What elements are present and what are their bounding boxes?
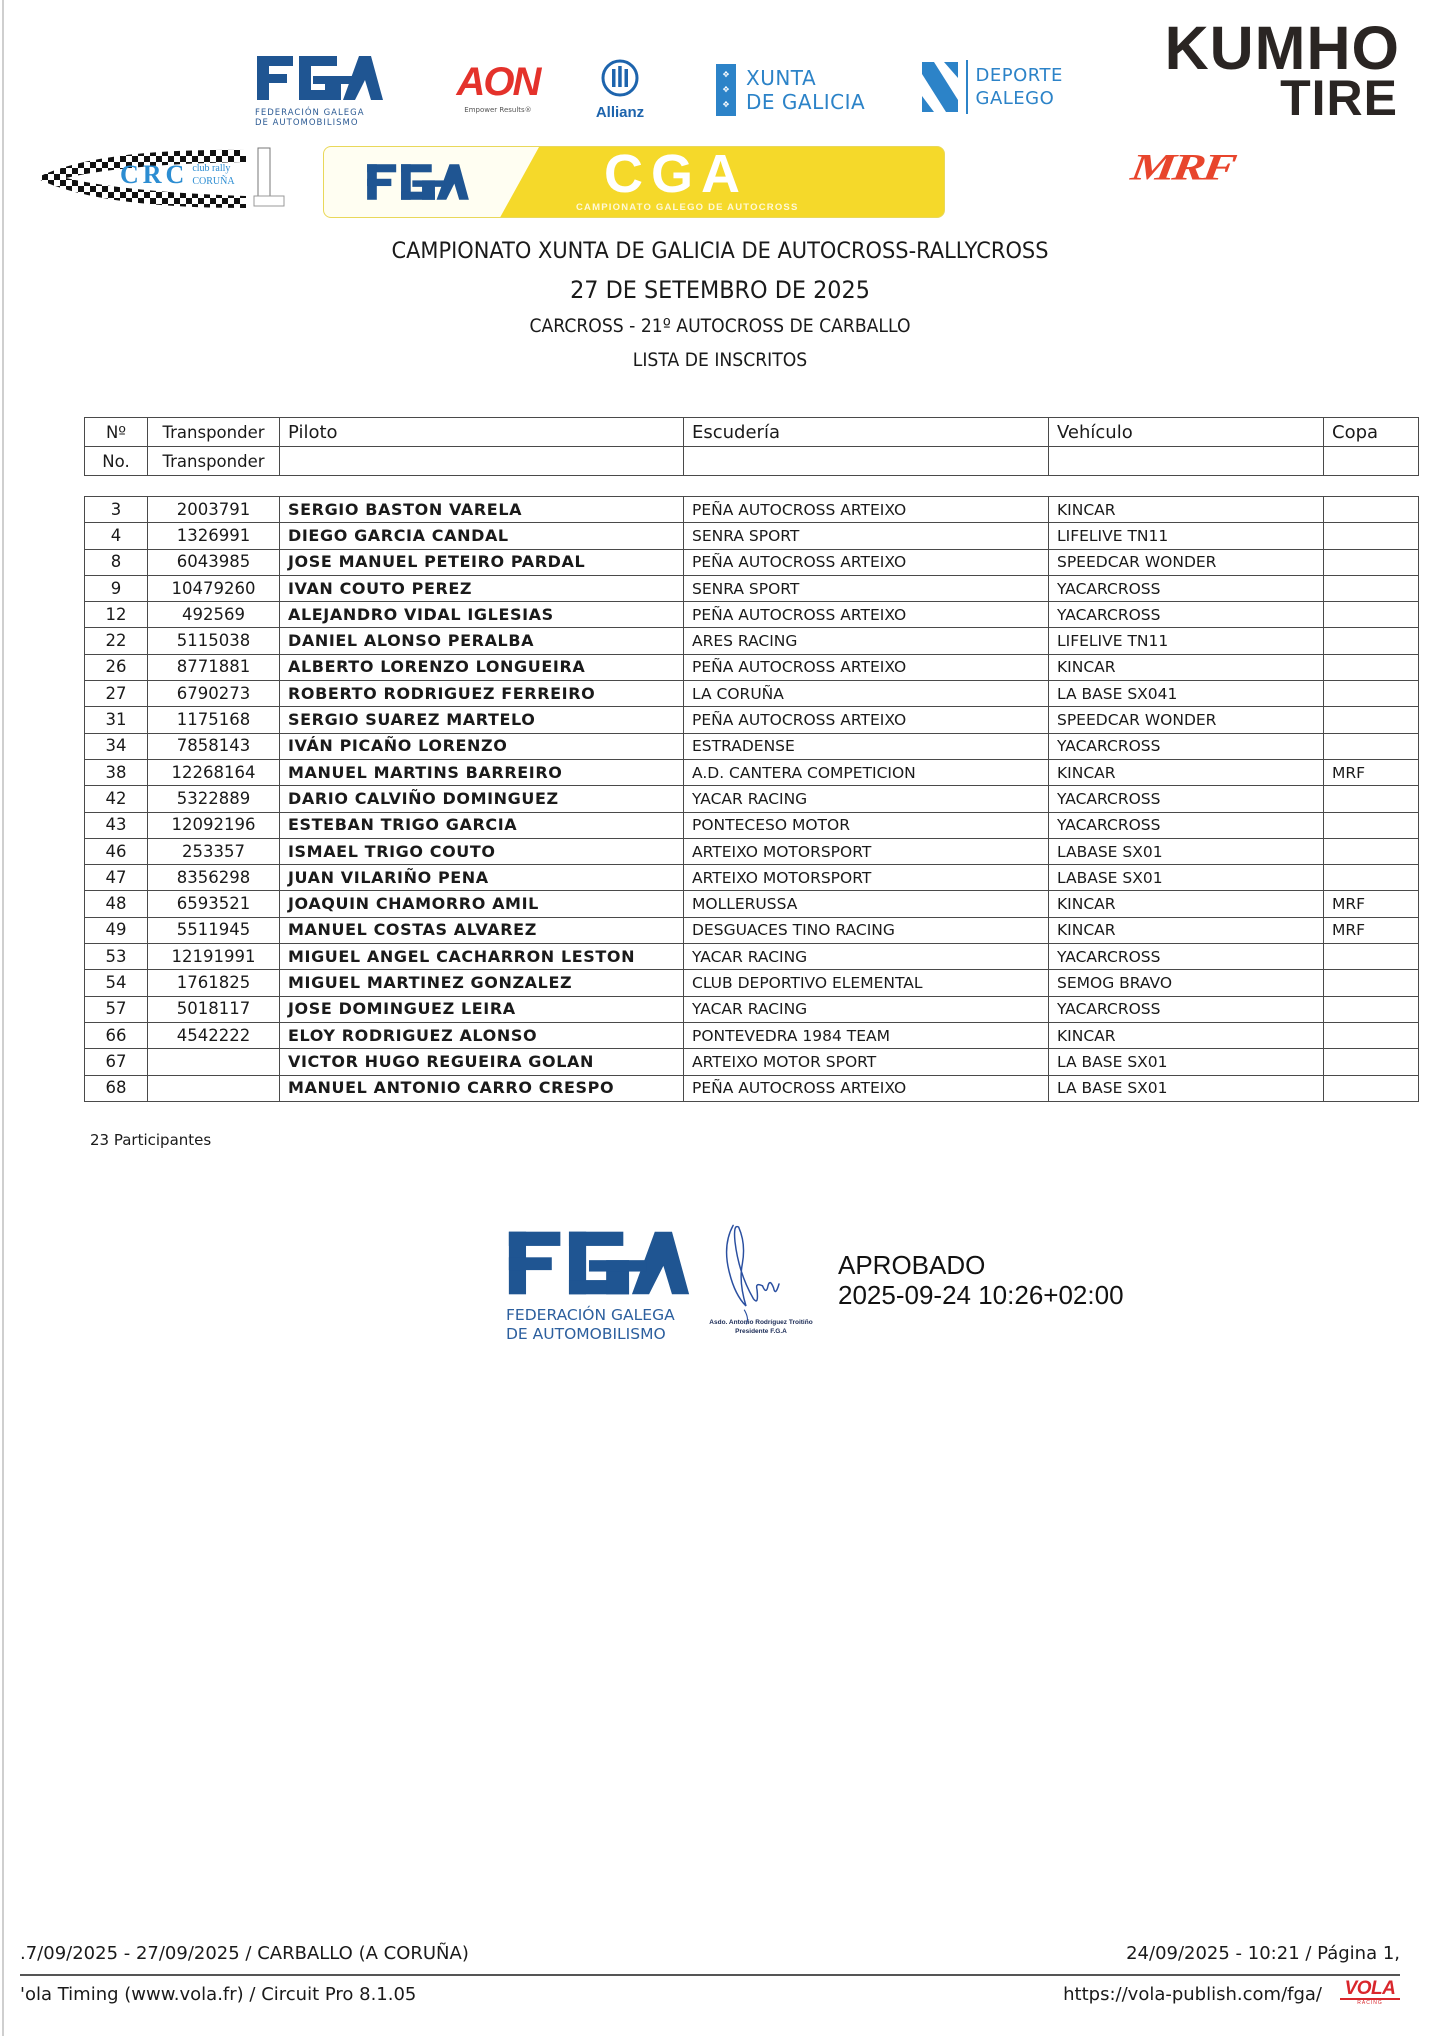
galicia-shield-icon xyxy=(920,60,960,114)
event-name: CARCROSS - 21º AUTOCROSS DE CARBALLO xyxy=(529,316,911,337)
entry-vehicle: YACARCROSS xyxy=(1049,602,1324,628)
table-row xyxy=(85,786,1419,812)
approval-status: APROBADO xyxy=(838,1250,986,1280)
table-row xyxy=(85,549,1419,575)
header-row-primary xyxy=(85,418,1419,447)
fga-line-2: DE AUTOMOBILISMO xyxy=(255,118,359,128)
entry-cup xyxy=(1324,1049,1419,1075)
xunta-line-2: DE GALICIA xyxy=(746,90,866,114)
footer-print-date-page: 24/09/2025 - 10:21 / Página 1, xyxy=(1126,1943,1400,1964)
entry-vehicle: YACARCROSS xyxy=(1049,944,1324,970)
entry-transponder: 6043985 xyxy=(148,549,280,575)
entry-vehicle: YACARCROSS xyxy=(1049,786,1324,812)
entry-pilot: JUAN VILARIÑO PENA xyxy=(280,865,684,891)
entry-vehicle: SEMOG BRAVO xyxy=(1049,970,1324,996)
aon-tagline: Empower Results® xyxy=(464,106,532,114)
entry-transponder: 5322889 xyxy=(148,786,280,812)
entry-cup: MRF xyxy=(1324,917,1419,943)
entry-transponder: 492569 xyxy=(148,602,280,628)
allianz-wordmark: Allianz xyxy=(595,104,645,121)
table-row xyxy=(85,707,1419,733)
entry-team: ESTRADENSE xyxy=(684,733,1049,759)
xunta-emblem-icon: ✥ ✥ ✥ xyxy=(716,64,736,116)
entry-transponder: 12191991 xyxy=(148,944,280,970)
entry-transponder: 12268164 xyxy=(148,759,280,785)
table-row xyxy=(85,602,1419,628)
fga-approval-logo xyxy=(506,1226,694,1344)
stamp-fga-line-2: DE AUTOMOBILISMO xyxy=(506,1325,666,1343)
header-row-secondary xyxy=(85,447,1419,476)
entry-transponder: 253357 xyxy=(148,838,280,864)
crc-line-2: CORUÑA xyxy=(192,176,235,187)
table-row xyxy=(85,654,1419,680)
entry-number: 68 xyxy=(85,1075,148,1101)
entry-pilot: ALEJANDRO VIDAL IGLESIAS xyxy=(280,602,684,628)
entry-team: PEÑA AUTOCROSS ARTEIXO xyxy=(684,654,1049,680)
col-header-pilot: Piloto xyxy=(280,418,684,447)
entry-team: PONTEVEDRA 1984 TEAM xyxy=(684,1022,1049,1048)
entry-pilot: ROBERTO RODRIGUEZ FERREIRO xyxy=(280,681,684,707)
entry-team: CLUB DEPORTIVO ELEMENTAL xyxy=(684,970,1049,996)
entry-vehicle: LA BASE SX041 xyxy=(1049,681,1324,707)
entry-vehicle: KINCAR xyxy=(1049,759,1324,785)
entry-number: 31 xyxy=(85,707,148,733)
entry-transponder: 7858143 xyxy=(148,733,280,759)
col-subheader-transponder: Transponder xyxy=(148,447,280,476)
entry-number: 12 xyxy=(85,602,148,628)
table-row xyxy=(85,733,1419,759)
entry-cup xyxy=(1324,970,1419,996)
event-date: 27 DE SETEMBRO DE 2025 xyxy=(570,276,870,304)
vola-wordmark: VOLA xyxy=(1344,1978,1396,1999)
entry-cup xyxy=(1324,812,1419,838)
entry-cup xyxy=(1324,707,1419,733)
entry-pilot: JOSE DOMINGUEZ LEIRA xyxy=(280,996,684,1022)
fga-logo xyxy=(255,52,387,128)
deporte-line-2: GALEGO xyxy=(975,88,1055,109)
entry-vehicle: KINCAR xyxy=(1049,891,1324,917)
table-row xyxy=(85,812,1419,838)
president-signature xyxy=(702,1218,812,1328)
signature-caption-role: Presidente F.G.A xyxy=(735,1328,787,1335)
footer-event-dates-location: .7/09/2025 - 27/09/2025 / CARBALLO (A CORUÑA) xyxy=(20,1943,469,1964)
kumho-line-1: KUMHO xyxy=(1164,14,1400,82)
table-row xyxy=(85,1022,1419,1048)
entry-pilot: IVÁN PICAÑO LORENZO xyxy=(280,733,684,759)
entry-transponder: 1761825 xyxy=(148,970,280,996)
entry-team: PEÑA AUTOCROSS ARTEIXO xyxy=(684,707,1049,733)
entry-number: 8 xyxy=(85,549,148,575)
xunta-line-1: XUNTA xyxy=(746,66,817,90)
entry-number: 54 xyxy=(85,970,148,996)
entry-number: 49 xyxy=(85,917,148,943)
entry-pilot: DANIEL ALONSO PERALBA xyxy=(280,628,684,654)
footer-software-credit: 'ola Timing (www.vola.fr) / Circuit Pro 8.1.05 xyxy=(20,1984,417,2005)
entry-cup xyxy=(1324,865,1419,891)
entry-cup xyxy=(1324,549,1419,575)
entry-transponder: 4542222 xyxy=(148,1022,280,1048)
entry-list-table xyxy=(84,496,1419,1102)
entry-transponder: 8356298 xyxy=(148,865,280,891)
entry-number: 27 xyxy=(85,681,148,707)
entry-vehicle: YACARCROSS xyxy=(1049,996,1324,1022)
crc-line-1: club rally xyxy=(192,163,231,174)
entry-cup xyxy=(1324,786,1419,812)
kumho-tire-logo xyxy=(1088,14,1400,126)
entry-number: 42 xyxy=(85,786,148,812)
entry-pilot: ESTEBAN TRIGO GARCIA xyxy=(280,812,684,838)
entry-vehicle: LIFELIVE TN11 xyxy=(1049,523,1324,549)
entry-pilot: MANUEL ANTONIO CARRO CRESPO xyxy=(280,1075,684,1101)
entry-team: A.D. CANTERA COMPETICION xyxy=(684,759,1049,785)
entry-team: PEÑA AUTOCROSS ARTEIXO xyxy=(684,1075,1049,1101)
entry-cup xyxy=(1324,1022,1419,1048)
entry-number: 53 xyxy=(85,944,148,970)
col-header-transponder: Transponder xyxy=(148,418,280,447)
entry-team: MOLLERUSSA xyxy=(684,891,1049,917)
table-row xyxy=(85,838,1419,864)
col-subheader-cup xyxy=(1324,447,1419,476)
allianz-logo xyxy=(588,58,652,121)
entry-vehicle: KINCAR xyxy=(1049,917,1324,943)
entry-pilot: DARIO CALVIÑO DOMINGUEZ xyxy=(280,786,684,812)
entry-number: 22 xyxy=(85,628,148,654)
entry-number: 26 xyxy=(85,654,148,680)
cga-fga-mark-icon xyxy=(348,161,488,203)
entry-team: PEÑA AUTOCROSS ARTEIXO xyxy=(684,549,1049,575)
entry-number: 66 xyxy=(85,1022,148,1048)
table-row xyxy=(85,681,1419,707)
entry-vehicle: YACARCROSS xyxy=(1049,575,1324,601)
table-row xyxy=(85,575,1419,601)
entry-transponder: 8771881 xyxy=(148,654,280,680)
entry-vehicle: KINCAR xyxy=(1049,1022,1324,1048)
entry-cup xyxy=(1324,654,1419,680)
col-header-cup: Copa xyxy=(1324,418,1419,447)
entry-vehicle: LA BASE SX01 xyxy=(1049,1049,1324,1075)
table-row xyxy=(85,1049,1419,1075)
crc-label xyxy=(120,160,235,190)
entry-cup xyxy=(1324,944,1419,970)
entry-cup xyxy=(1324,838,1419,864)
entry-pilot: JOAQUIN CHAMORRO AMIL xyxy=(280,891,684,917)
table-row xyxy=(85,865,1419,891)
entry-team: DESGUACES TINO RACING xyxy=(684,917,1049,943)
deporte-divider xyxy=(966,60,968,114)
col-subheader-vehicle xyxy=(1049,447,1324,476)
entry-team: YACAR RACING xyxy=(684,786,1049,812)
entry-cup xyxy=(1324,996,1419,1022)
entry-number: 46 xyxy=(85,838,148,864)
entry-list-header xyxy=(84,417,1419,476)
entry-vehicle: KINCAR xyxy=(1049,654,1324,680)
fga-stamp-mark-icon xyxy=(506,1226,692,1300)
entry-team: PEÑA AUTOCROSS ARTEIXO xyxy=(684,497,1049,523)
aon-logo xyxy=(448,62,548,114)
footer-divider xyxy=(20,1974,1400,1976)
entry-transponder: 5018117 xyxy=(148,996,280,1022)
col-header-team: Escudería xyxy=(684,418,1049,447)
stamp-fga-line-1: FEDERACIÓN GALEGA xyxy=(506,1306,675,1324)
entry-transponder xyxy=(148,1075,280,1101)
entry-pilot: ALBERTO LORENZO LONGUEIRA xyxy=(280,654,684,680)
entry-team: PEÑA AUTOCROSS ARTEIXO xyxy=(684,602,1049,628)
table-row xyxy=(85,523,1419,549)
table-row xyxy=(85,917,1419,943)
entry-transponder: 6593521 xyxy=(148,891,280,917)
aon-wordmark: AON xyxy=(456,60,540,104)
entry-team: ARTEIXO MOTORSPORT xyxy=(684,838,1049,864)
table-row xyxy=(85,759,1419,785)
table-row xyxy=(85,944,1419,970)
fga-subtitle xyxy=(255,108,387,128)
entry-team: ARES RACING xyxy=(684,628,1049,654)
entry-pilot: MIGUEL ANGEL CACHARRON LESTON xyxy=(280,944,684,970)
table-row xyxy=(85,996,1419,1022)
entry-number: 9 xyxy=(85,575,148,601)
entry-team: YACAR RACING xyxy=(684,996,1049,1022)
entry-vehicle: LIFELIVE TN11 xyxy=(1049,628,1324,654)
entry-vehicle: LABASE SX01 xyxy=(1049,865,1324,891)
col-subheader-number: No. xyxy=(85,447,148,476)
entry-cup xyxy=(1324,733,1419,759)
entry-pilot: MIGUEL MARTINEZ GONZALEZ xyxy=(280,970,684,996)
participants-count: 23 Participantes xyxy=(90,1131,212,1149)
entry-pilot: JOSE MANUEL PETEIRO PARDAL xyxy=(280,549,684,575)
vola-racing-logo xyxy=(1340,1980,1400,2006)
entry-vehicle: YACARCROSS xyxy=(1049,733,1324,759)
entry-vehicle: YACARCROSS xyxy=(1049,812,1324,838)
entry-pilot: MANUEL MARTINS BARREIRO xyxy=(280,759,684,785)
entry-number: 34 xyxy=(85,733,148,759)
entry-pilot: IVAN COUTO PEREZ xyxy=(280,575,684,601)
entry-transponder xyxy=(148,1049,280,1075)
crc-letters: CRC xyxy=(120,160,189,189)
deporte-galego-logo xyxy=(920,60,1063,114)
entry-pilot: DIEGO GARCIA CANDAL xyxy=(280,523,684,549)
entry-vehicle: KINCAR xyxy=(1049,497,1324,523)
entry-number: 47 xyxy=(85,865,148,891)
entry-transponder: 1175168 xyxy=(148,707,280,733)
entry-pilot: ISMAEL TRIGO COUTO xyxy=(280,838,684,864)
entry-team: ARTEIXO MOTORSPORT xyxy=(684,865,1049,891)
entry-transponder: 5115038 xyxy=(148,628,280,654)
cga-subtitle: CAMPIONATO GALEGO DE AUTOCROSS xyxy=(576,202,799,213)
entry-cup xyxy=(1324,497,1419,523)
entry-pilot: ELOY RODRIGUEZ ALONSO xyxy=(280,1022,684,1048)
col-subheader-pilot xyxy=(280,447,684,476)
entry-cup xyxy=(1324,523,1419,549)
vola-tagline: RACING xyxy=(1340,1998,1400,2006)
entry-number: 57 xyxy=(85,996,148,1022)
crc-logo xyxy=(36,144,294,212)
entry-transponder: 10479260 xyxy=(148,575,280,601)
scan-edge xyxy=(2,0,4,2036)
signature-caption-name: Asdo. Antonio Rodríguez Troitiño xyxy=(709,1319,813,1326)
crc-club-name xyxy=(192,162,234,188)
table-row xyxy=(85,891,1419,917)
entry-cup xyxy=(1324,681,1419,707)
table-row xyxy=(85,497,1419,523)
entry-team: SENRA SPORT xyxy=(684,523,1049,549)
entry-team: PONTECESO MOTOR xyxy=(684,812,1049,838)
deporte-line-1: DEPORTE xyxy=(975,65,1063,86)
entry-cup: MRF xyxy=(1324,759,1419,785)
document-title: LISTA DE INSCRITOS xyxy=(632,350,808,371)
fga-mark-icon xyxy=(255,52,385,104)
entry-team: YACAR RACING xyxy=(684,944,1049,970)
kumho-line-2: TIRE xyxy=(1280,70,1398,126)
entry-pilot: VICTOR HUGO REGUEIRA GOLAN xyxy=(280,1049,684,1075)
entry-pilot: SERGIO SUAREZ MARTELO xyxy=(280,707,684,733)
entry-number: 48 xyxy=(85,891,148,917)
signature-caption xyxy=(702,1318,820,1336)
allianz-eagle-icon xyxy=(600,58,640,98)
col-subheader-team xyxy=(684,447,1049,476)
entry-number: 3 xyxy=(85,497,148,523)
entry-transponder: 12092196 xyxy=(148,812,280,838)
entry-vehicle: SPEEDCAR WONDER xyxy=(1049,707,1324,733)
entry-cup xyxy=(1324,1075,1419,1101)
entry-pilot: SERGIO BASTON VARELA xyxy=(280,497,684,523)
entry-transponder: 6790273 xyxy=(148,681,280,707)
footer-publish-url[interactable]: https://vola-publish.com/fga/ xyxy=(1063,1984,1322,2005)
mrf-logo: MRF xyxy=(1128,145,1237,188)
col-header-number: Nº xyxy=(85,418,148,447)
approval-block xyxy=(838,1250,1124,1310)
entry-transponder: 1326991 xyxy=(148,523,280,549)
entry-team: LA CORUÑA xyxy=(684,681,1049,707)
cga-wordmark: CGA xyxy=(604,146,748,204)
entry-number: 67 xyxy=(85,1049,148,1075)
xunta-logo xyxy=(716,64,865,116)
entry-transponder: 5511945 xyxy=(148,917,280,943)
entry-vehicle: LA BASE SX01 xyxy=(1049,1075,1324,1101)
entry-cup xyxy=(1324,628,1419,654)
entry-cup xyxy=(1324,575,1419,601)
entry-vehicle: SPEEDCAR WONDER xyxy=(1049,549,1324,575)
fga-line-1: FEDERACIÓN GALEGA xyxy=(255,108,365,118)
approval-timestamp: 2025-09-24 10:26+02:00 xyxy=(838,1280,1124,1310)
championship-title: CAMPIONATO XUNTA DE GALICIA DE AUTOCROSS-RALLYCROSS xyxy=(391,238,1049,264)
cga-banner xyxy=(323,146,945,218)
entry-team: SENRA SPORT xyxy=(684,575,1049,601)
entry-number: 38 xyxy=(85,759,148,785)
table-row xyxy=(85,970,1419,996)
table-row xyxy=(85,628,1419,654)
entry-pilot: MANUEL COSTAS ALVAREZ xyxy=(280,917,684,943)
entry-team: ARTEIXO MOTOR SPORT xyxy=(684,1049,1049,1075)
table-row xyxy=(85,1075,1419,1101)
entry-number: 4 xyxy=(85,523,148,549)
col-header-vehicle: Vehículo xyxy=(1049,418,1324,447)
entry-cup: MRF xyxy=(1324,891,1419,917)
entry-cup xyxy=(1324,602,1419,628)
entry-number: 43 xyxy=(85,812,148,838)
entry-transponder: 2003791 xyxy=(148,497,280,523)
entry-vehicle: LABASE SX01 xyxy=(1049,838,1324,864)
